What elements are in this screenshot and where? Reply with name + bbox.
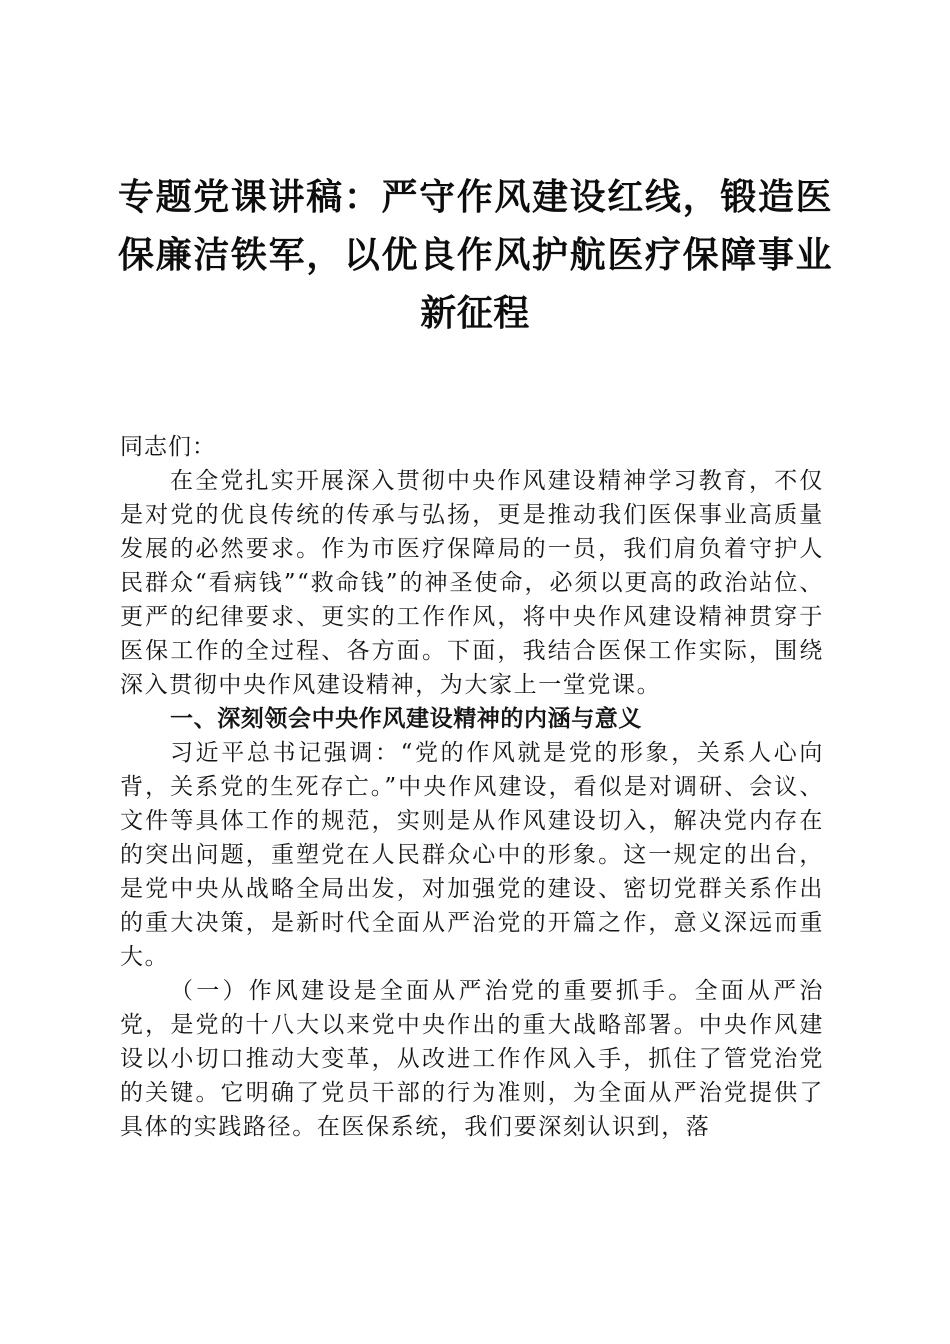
document-body	[120, 430, 824, 1144]
section-heading: 一、深刻领会中央作风建设精神的内涵与意义	[170, 706, 642, 732]
section-paragraph: 习近平总书记强调：“党的作风就是党的形象，关系人心向背，关系党的生死存亡。”中央作风建设，看似是对调研、会议、文件等具体工作的规范，实则是从作风建设切入，解决党内存在的突出问题，重塑党在人民群众心中的形象。这一规定的出台，是党中央从战略全局出发，对加强党的建设、密切党群关系作出的重大决策，是新时代全面从严治党的开篇之作，意义深远而重大。	[120, 740, 824, 970]
document-title: 专题党课讲稿：严守作风建设红线，锻造医保廉洁铁军，以优良作风护航医疗保障事业新征程	[118, 176, 832, 334]
salutation: 同志们：	[120, 434, 216, 460]
intro-paragraph: 在全党扎实开展深入贯彻中央作风建设精神学习教育，不仅是对党的优良传统的传承与弘扬，更是推动我们医保事业高质量发展的必然要求。作为市医疗保障局的一员，我们肩负着守护人民群众“看病钱”“救命钱”的神圣使命，必须以更高的政治站位、更严的纪律要求、更实的工作作风，将中央作风建设精神贯穿于医保工作的全过程、各方面。下面，我结合医保工作实际，围绕深入贯彻中央作风建设精神，为大家上一堂党课。	[120, 468, 824, 698]
subsection-paragraph: （一）作风建设是全面从严治党的重要抓手。全面从严治党，是党的十八大以来党中央作出的重大战略部署。中央作风建设以小切口推动大变革，从改进工作作风入手，抓住了管党治党的关键。它明确了党员干部的行为准则，为全面从严治党提供了具体的实践路径。在医保系统，我们要深刻认识到，落	[120, 978, 824, 1140]
